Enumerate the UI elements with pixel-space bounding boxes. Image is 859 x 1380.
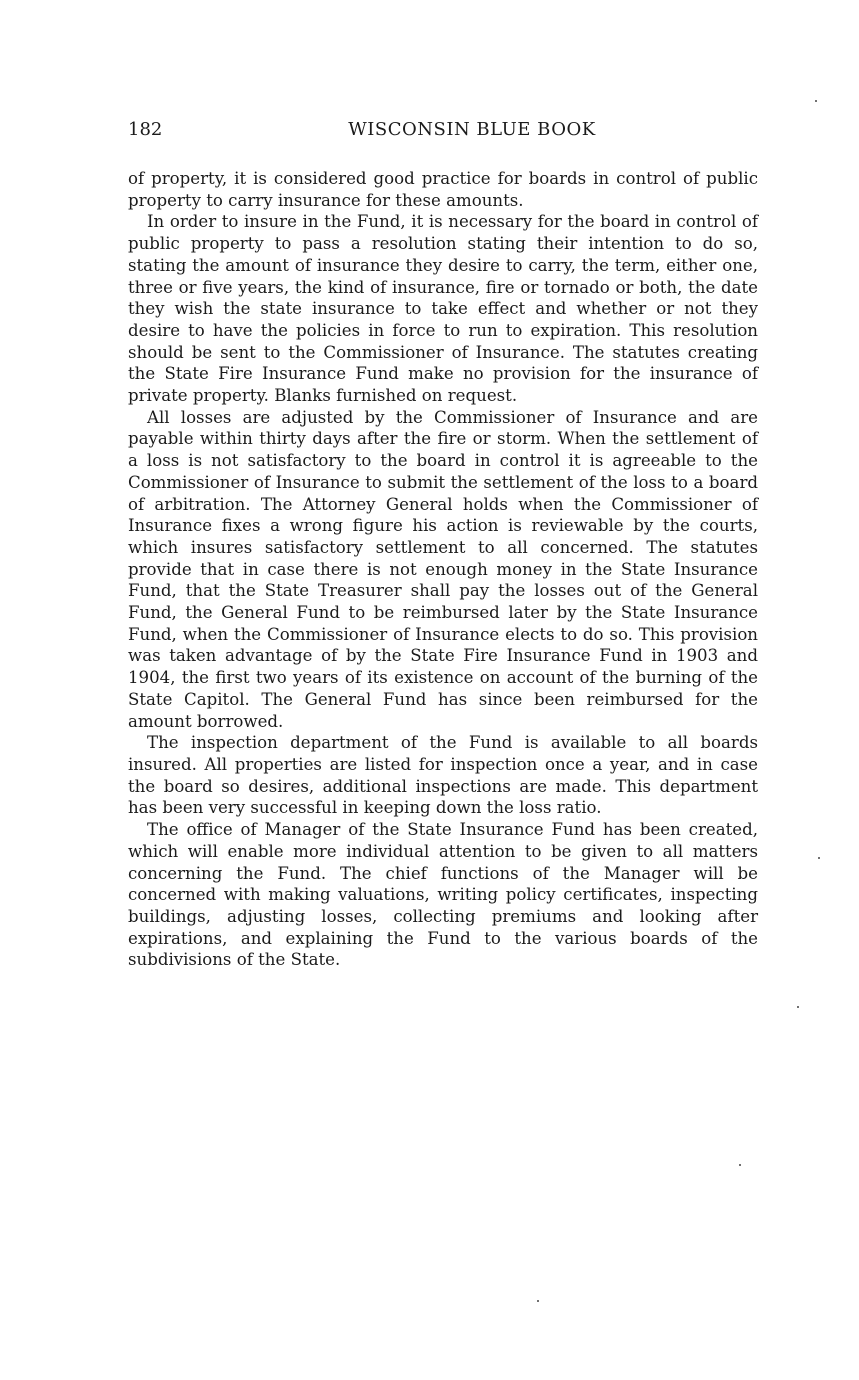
scan-speck (818, 857, 820, 859)
paragraph-continued: of property, it is considered good practice for boards in control of public property to carry insurance for these amounts. (128, 169, 758, 210)
body-text (128, 168, 758, 971)
paragraph-insure-procedure: In order to insure in the Fund, it is necessary for the board in control of public property to pass a resolution stating their intention to do so, stating the amount of insurance they desire to carry, the term, either one, three or five years, the kind of insurance, fire or tornado or both, the date they wish the state insurance to take effect and whether or not they desire to have the policies in force to run to expiration. This resolution should be sent to the Commissioner of Insurance. The statutes creating the State Fire Insurance Fund make no provision for the insurance of private property. Blanks furnished on request. (128, 212, 758, 406)
paragraph-manager: The office of Manager of the State Insurance Fund has been created, which will enable more individual attention to be given to all matters concerning the Fund. The chief functions of the Manager will be concerned with making valuations, writing policy certificates, inspecting buildings, adjusting losses, collecting premiums and looking after expirations, and explaining the Fund to the various boards of the subdivisions of the State. (128, 820, 758, 970)
scan-speck (797, 1006, 799, 1008)
running-title: WISCONSIN BLUE BOOK (348, 119, 596, 140)
running-head (128, 117, 760, 143)
scan-speck (739, 1164, 741, 1166)
scan-speck (815, 100, 817, 102)
scan-speck (537, 1300, 539, 1302)
page-number: 182 (128, 119, 163, 140)
paragraph-inspection: The inspection department of the Fund is available to all boards insured. All properties are listed for inspection once a year, and in case the board so desires, additional inspections are made. This department has been very successful in keeping down the loss ratio. (128, 733, 758, 818)
paragraph-losses: All losses are adjusted by the Commissioner of Insurance and are payable within thirty days after the fire or storm. When the settlement of a loss is not satisfactory to the board in control it is agreeable to the Commissioner of Insurance to submit the settlement of the loss to a board of arbitration. The Attorney General holds when the Commissioner of Insurance fixes a wrong figure his action is reviewable by the courts, which insures satisfactory settlement to all concerned. The statutes provide that in case there is not enough money in the State Insurance Fund, that the State Treasurer shall pay the losses out of the General Fund, the General Fund to be reimbursed later by the State Insurance Fund, when the Commissioner of Insurance elects to do so. This provision was taken advantage of by the State Fire Insurance Fund in 1903 and 1904, the first two years of its existence on account of the burning of the State Capitol. The General Fund has since been reimbursed for the amount borrowed. (128, 407, 758, 731)
